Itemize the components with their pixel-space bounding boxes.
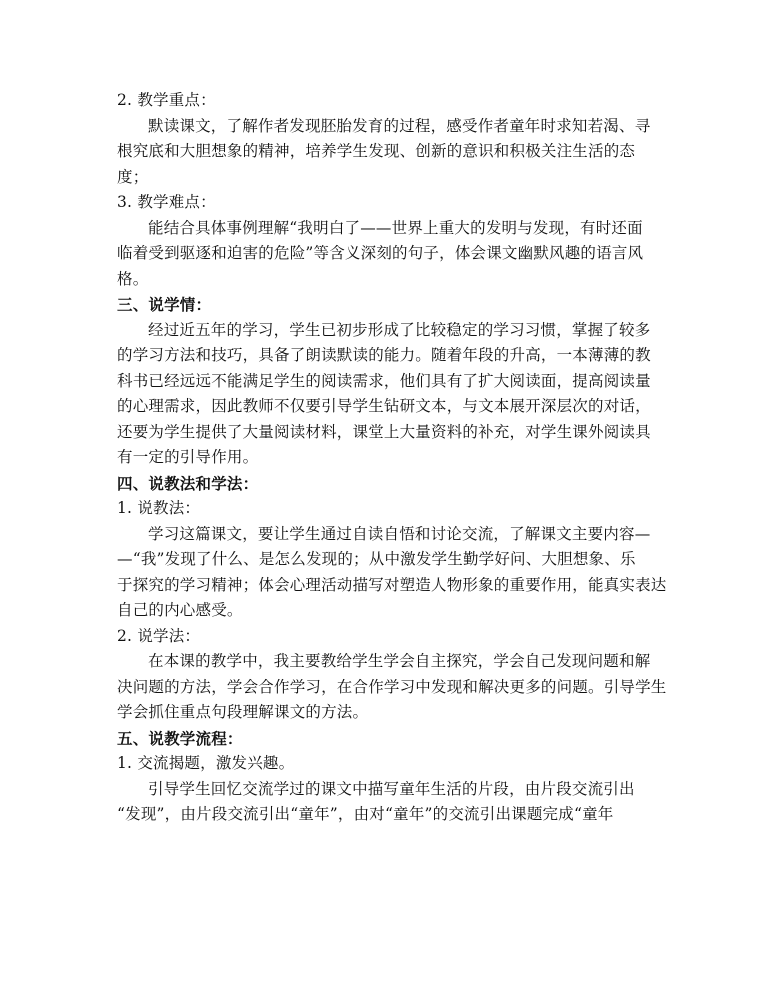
student-analysis-paragraph-line: 经过近五年的学习，学生已初步形成了比较稳定的学习习惯，掌握了较多 xyxy=(148,320,651,339)
teaching-method-subheading: 1. 说教法： xyxy=(117,499,201,517)
student-analysis-paragraph-line: 科书已经远远不能满足学生的阅读需求，他们具有了扩大阅读面，提高阅读量 xyxy=(117,371,651,390)
student-analysis-heading: 三、说学情： xyxy=(117,295,212,314)
learning-method-subheading: 2. 说学法： xyxy=(117,626,201,645)
document-page xyxy=(117,88,667,828)
section-2-heading: 2. 教学重点： xyxy=(117,91,216,109)
process-step-1-subheading: 1. 交流揭题，激发兴趣。 xyxy=(117,754,295,772)
student-analysis-paragraph-line: 的学习方法和技巧，具备了朗读默读的能力。随着年段的升高，一本薄薄的教 xyxy=(117,346,651,364)
key-points-paragraph-line: 默读课文，了解作者发现胚胎发育的过程，感受作者童年时求知若渴、寻 xyxy=(148,116,651,135)
methods-heading: 四、说教法和学法： xyxy=(117,473,259,493)
teaching-process-heading: 五、说教学流程： xyxy=(117,728,243,748)
difficulty-paragraph-line: 能结合具体事例理解“我明白了——世界上重大的发明与发现，有时还面 xyxy=(148,218,643,237)
teaching-method-paragraph-line: 于探究的学习精神；体会心理活动描写对塑造人物形象的重要作用，能真实表达 xyxy=(117,575,667,594)
student-analysis-paragraph-line: 有一定的引导作用。 xyxy=(117,448,259,466)
teaching-method-paragraph-line: 自己的内心感受。 xyxy=(117,601,243,619)
section-3-heading: 3. 教学难点： xyxy=(117,193,216,211)
learning-method-paragraph-line: 学会抓住重点句段理解课文的方法。 xyxy=(117,703,369,721)
difficulty-paragraph-line: 临着受到驱逐和迫害的危险”等含义深刻的句子，体会课文幽默风趣的语言风 xyxy=(117,244,644,262)
difficulty-paragraph-line: 格。 xyxy=(117,269,149,288)
learning-method-paragraph-line: 在本课的教学中，我主要教给学生学会自主探究，学会自己发现问题和解 xyxy=(148,652,651,670)
teaching-method-paragraph-line: —“我”发现了什么、是怎么发现的；从中激发学生勤学好问、大胆想象、乐 xyxy=(117,550,636,568)
process-step-1-paragraph-line: 引导学生回忆交流学过的课文中描写童年生活的片段，由片段交流引出 xyxy=(148,779,635,798)
learning-method-paragraph-line: 决问题的方法，学会合作学习，在合作学习中发现和解决更多的问题。引导学生 xyxy=(117,677,667,696)
teaching-method-paragraph-line: 学习这篇课文，要让学生通过自读自悟和讨论交流，了解课文主要内容— xyxy=(148,524,651,543)
key-points-paragraph-line: 度； xyxy=(117,167,149,186)
student-analysis-paragraph-line: 的心理需求，因此教师不仅要引导学生钻研文本，与文本展开深层次的对话， xyxy=(117,397,651,415)
process-step-1-paragraph-line: “发现”，由片段交流引出“童年”，由对“童年”的交流引出课题完成“童年 xyxy=(117,805,614,823)
key-points-paragraph-line: 根究底和大胆想象的精神，培养学生发现、创新的意识和积极关注生活的态 xyxy=(117,142,636,160)
student-analysis-paragraph-line: 还要为学生提供了大量阅读材料，课堂上大量资料的补充，对学生课外阅读具 xyxy=(117,422,651,441)
